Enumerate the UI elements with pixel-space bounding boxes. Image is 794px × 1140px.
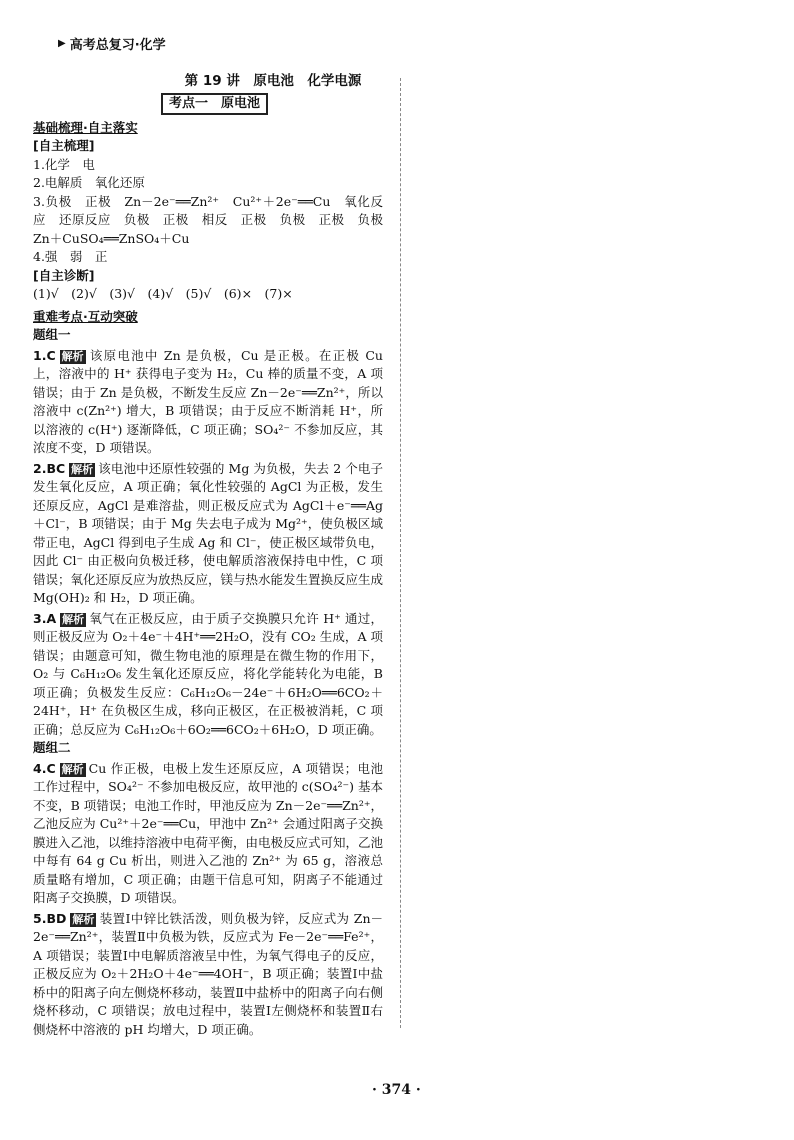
answer-item-2: 2.电解质 氧化还原 — [33, 175, 145, 190]
question-answer — [33, 460, 383, 608]
analysis-tag: 解析 — [62, 612, 85, 626]
left-column — [33, 72, 396, 1039]
diagnosis-answers: (1)√ (2)√ (3)√ (4)√ (5)√ (6)× (7)× — [33, 286, 293, 301]
analysis-tag: 解析 — [61, 762, 84, 776]
lesson-title: 第 19 讲 原电池 化学电源 — [184, 73, 362, 89]
answer-item-4: 4.强 弱 正 — [33, 249, 108, 264]
analysis-tag: 解析 — [61, 349, 84, 363]
answer-item-1: 1.化学 电 — [33, 156, 95, 172]
column-divider — [400, 78, 401, 1028]
section-heading-basics: 基础梳理·自主落实 — [33, 119, 138, 135]
subsection-review: [自主梳理] — [33, 138, 95, 153]
question-number: 3.A — [33, 610, 57, 626]
question-number: 2.BC — [33, 460, 66, 476]
question-explanation: 该电池中还原性较强的 Mg 为负极，失去 2 个电子发生氧化反应，A 项正确；氧化性较强的 AgCl 为正极，发生还原反应，AgCl 是难溶盐，则正极反应式为 AgCl＋e⁻══Ag＋Cl⁻，B 项错误；由于 Mg 失去电子成为 Mg²⁺，使负极区域带正电，AgCl 得到电子生成 Ag 和 Cl⁻，使正极区域带负电，因此 Cl⁻ 由正极向负极迁移，使电解质溶液保持电中性，C 项错误；氧化还原反应为放热反应，镁与热水能发生置换反应生成 Mg(OH)₂ 和 H₂，D 项正确。 — [33, 460, 384, 605]
question-number: 1.C — [33, 347, 56, 363]
triangle-icon: ▶ — [58, 38, 66, 49]
question-number: 5.BD — [33, 910, 67, 926]
question-answer — [33, 760, 383, 908]
question-answer — [33, 610, 383, 740]
question-number: 4.C — [33, 760, 56, 776]
page-number: · 374 · — [372, 1082, 421, 1098]
question-explanation: Cu 作正极，电极上发生还原反应，A 项错误；电池工作过程中，SO₄²⁻ 不参加电极反应，故甲池的 c(SO₄²⁻) 基本不变，B 项错误；电池工作时，甲池反应为 Zn－2e⁻══Zn²⁺，乙池反应为 Cu²⁺＋2e⁻══Cu，甲池中 Zn²⁺ 会通过阳离子交换膜进入乙池，以维持溶液中电荷平衡，由电极反应式可知，乙池中每有 64 g Cu 析出，则进入乙池的 Zn²⁺ 为 65 g，溶液总质量略有增加，C 项正确；由题干信息可知，阴离子不能通过阳离子交换膜，D 项错误。 — [33, 760, 384, 905]
header-label: 高考总复习·化学 — [69, 38, 166, 53]
topic-box: 考点一 原电池 — [161, 93, 268, 115]
subsection-diagnosis: [自主诊断] — [33, 267, 95, 283]
group-heading-2: 题组二 — [33, 740, 71, 755]
question-answer — [33, 910, 383, 1040]
question-explanation: 装置Ⅰ中锌比铁活泼，则负极为锌，反应式为 Zn－2e⁻══Zn²⁺，装置Ⅱ中负极为铁，反应式为 Fe－2e⁻══Fe²⁺，A 项错误；装置Ⅰ中电解质溶液呈中性，为氧气得电子的反应，正极反应为 O₂＋2H₂O＋4e⁻══4OH⁻，B 项正确；装置Ⅰ中盐桥中的阳离子向左侧烧杯移动，装置Ⅱ中盐桥中的阳离子向右侧烧杯移动，C 项错误；放电过程中，装置Ⅰ左侧烧杯和装置Ⅱ右侧烧杯中溶液的 pH 均增大，D 项正确。 — [33, 910, 383, 1037]
answer-item-3: 3.负极 正极 Zn－2e⁻══Zn²⁺ Cu²⁺＋2e⁻══Cu 氧化反应 还原反应 负极 正极 相反 正极 负极 正极 负极 Zn＋CuSO₄══ZnSO₄＋Cu — [33, 193, 396, 246]
section-heading-key-points: 重难考点·互动突破 — [33, 308, 138, 324]
question-explanation: 该原电池中 Zn 是负极，Cu 是正极。在正极 Cu 上，溶液中的 H⁺ 获得电子变为 H₂，Cu 棒的质量不变，A 项错误；由于 Zn 是负极，不断发生反应 Zn－2e⁻══Zn²⁺，所以溶液中 c(Zn²⁺) 增大，B 项错误；由于反应不断消耗 H⁺，所以溶液的 c(H⁺) 逐渐降低，C 项正确；SO₄²⁻ 不参加反应，其浓度不变，D 项错误。 — [33, 347, 383, 455]
question-explanation: 氧气在正极反应，由于质子交换膜只允许 H⁺ 通过，则正极反应为 O₂＋4e⁻＋4H⁺══2H₂O，没有 CO₂ 生成，A 项错误；由题意可知，微生物电池的原理是在微生物的作用下，O₂ 与 C₆H₁₂O₆ 发生氧化还原反应，将化学能转化为电能，B 项正确；负极发生反应：C₆H₁₂O₆－24e⁻＋6H₂O══6CO₂＋24H⁺，H⁺ 在负极区生成，移向正极区，在正极被消耗，C 项正确；总反应为 C₆H₁₂O₆＋6O₂══6CO₂＋6H₂O，D 项正确。 — [33, 610, 383, 737]
group-heading-1: 题组一 — [33, 327, 71, 342]
analysis-tag: 解析 — [72, 912, 95, 926]
running-header — [58, 34, 166, 53]
analysis-tag: 解析 — [71, 462, 94, 476]
question-answer — [33, 347, 383, 458]
